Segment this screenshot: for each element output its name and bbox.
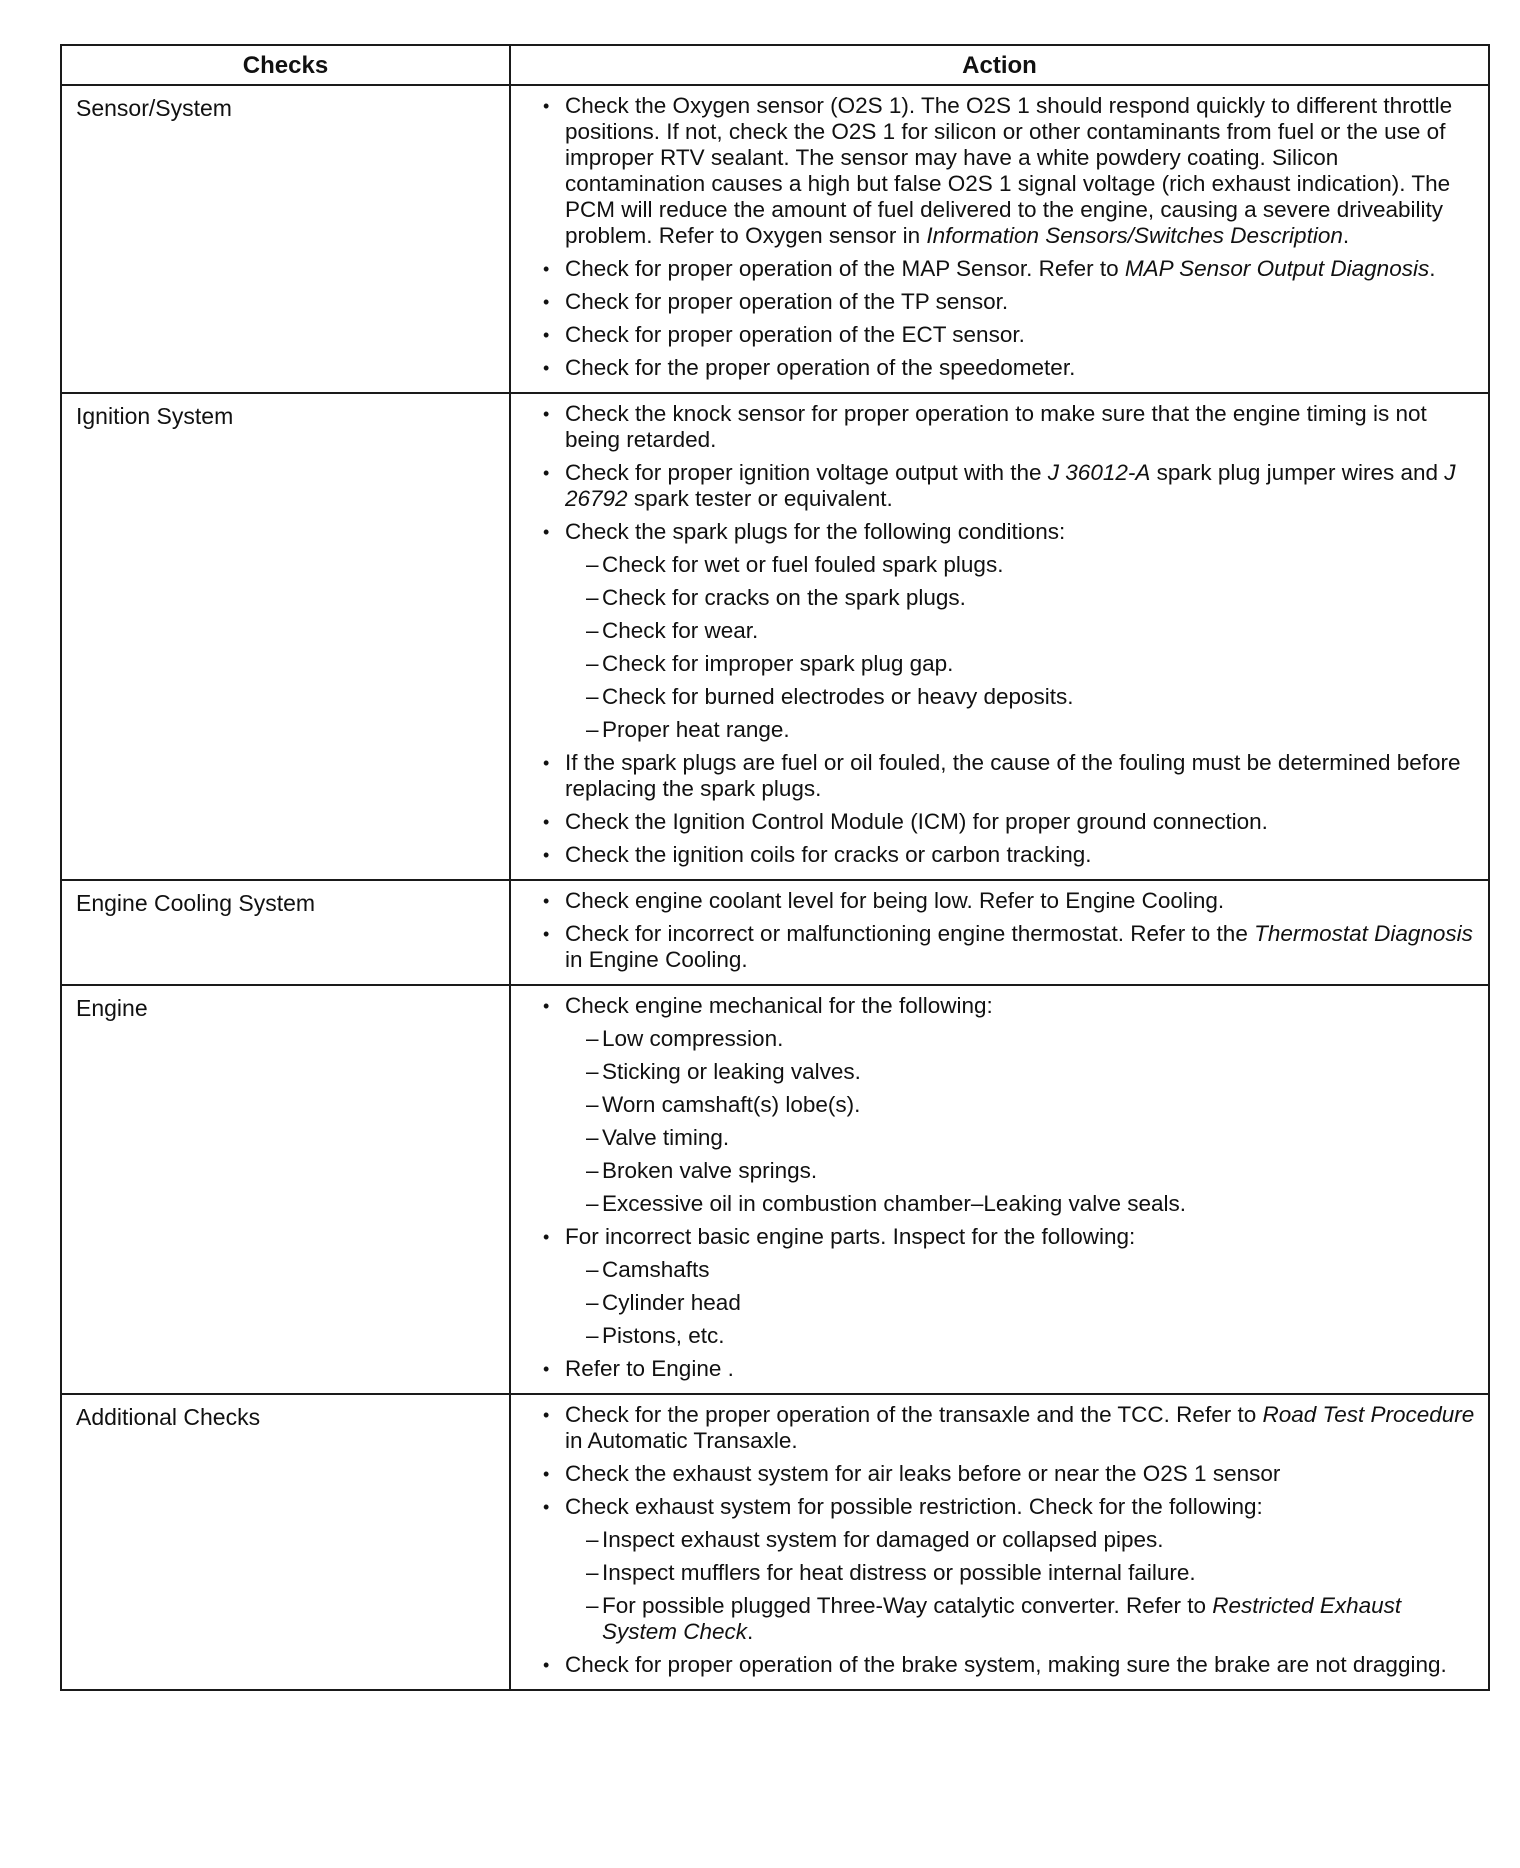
sub-list <box>565 1527 1478 1645</box>
sub-item: – Valve timing. <box>565 1125 1478 1151</box>
table-body <box>61 85 1489 1690</box>
action-item <box>541 809 1478 835</box>
action-cell <box>510 393 1489 880</box>
sub-item: – Sticking or leaking valves. <box>565 1059 1478 1085</box>
sub-list <box>565 1026 1478 1217</box>
check-cell: Ignition System <box>61 393 510 880</box>
action-text: Check the ignition coils for cracks or carbon tracking. <box>565 842 1092 867</box>
header-checks: Checks <box>61 45 510 85</box>
check-cell: Additional Checks <box>61 1394 510 1690</box>
action-text: Check for the proper operation of the speedometer. <box>565 355 1076 380</box>
sub-item: – Excessive oil in combustion chamber–Leaking valve seals. <box>565 1191 1478 1217</box>
action-item <box>541 1224 1478 1349</box>
reference-text: Road Test Procedure <box>1262 1402 1475 1427</box>
table-row <box>61 85 1489 393</box>
action-text: Check for incorrect or malfunctioning engine thermostat. Refer to the <box>565 921 1255 946</box>
sub-item: – Cylinder head <box>565 1290 1478 1316</box>
sub-item: – Broken valve springs. <box>565 1158 1478 1184</box>
action-text: Check for proper operation of the MAP Sensor. Refer to <box>565 256 1125 281</box>
action-text: Check the spark plugs for the following conditions: <box>565 519 1066 544</box>
action-text: Check exhaust system for possible restriction. Check for the following: <box>565 1494 1263 1519</box>
action-text: If the spark plugs are fuel or oil fouled, the cause of the fouling must be determined before replacing the spark plugs. <box>565 750 1461 801</box>
action-item <box>541 993 1478 1217</box>
checks-action-table <box>60 44 1490 1691</box>
sub-item: – Proper heat range. <box>565 717 1478 743</box>
action-text: Check for proper operation of the ECT sensor. <box>565 322 1025 347</box>
table-row <box>61 1394 1489 1690</box>
table-row <box>61 393 1489 880</box>
action-text: Check the knock sensor for proper operation to make sure that the engine timing is not being retarded. <box>565 401 1427 452</box>
action-cell <box>510 1394 1489 1690</box>
action-item <box>541 256 1478 282</box>
action-item <box>541 888 1478 914</box>
sub-item: – Check for wear. <box>565 618 1478 644</box>
action-item <box>541 750 1478 802</box>
action-item <box>541 1461 1478 1487</box>
action-list <box>541 93 1478 381</box>
action-text: in Automatic Transaxle. <box>565 1428 798 1453</box>
reference-text: J 26792 <box>565 460 1456 511</box>
action-item <box>541 289 1478 315</box>
action-text: spark tester or equivalent. <box>627 486 893 511</box>
action-item <box>541 460 1478 512</box>
action-list <box>541 888 1478 973</box>
table-row <box>61 985 1489 1394</box>
sub-list <box>565 552 1478 743</box>
action-cell <box>510 880 1489 985</box>
action-item <box>541 921 1478 973</box>
action-text: Check the Ignition Control Module (ICM) for proper ground connection. <box>565 809 1268 834</box>
table-row <box>61 880 1489 985</box>
action-item <box>541 519 1478 743</box>
action-item <box>541 355 1478 381</box>
sub-item: – Worn camshaft(s) lobe(s). <box>565 1092 1478 1118</box>
sub-item: – Check for burned electrodes or heavy deposits. <box>565 684 1478 710</box>
check-cell: Engine <box>61 985 510 1394</box>
action-cell <box>510 985 1489 1394</box>
reference-text: Restricted Exhaust System Check <box>602 1593 1402 1644</box>
sub-list <box>565 1257 1478 1349</box>
action-item <box>541 1494 1478 1645</box>
table-header-row <box>61 45 1489 85</box>
reference-text: MAP Sensor Output Diagnosis <box>1124 256 1430 281</box>
action-text: For incorrect basic engine parts. Inspect for the following: <box>565 1224 1136 1249</box>
action-text: Check engine coolant level for being low. Refer to Engine Cooling. <box>565 888 1225 913</box>
action-item <box>541 842 1478 868</box>
action-item <box>541 1356 1478 1382</box>
sub-item: – Pistons, etc. <box>565 1323 1478 1349</box>
sub-item: – Low compression. <box>565 1026 1478 1052</box>
action-text: in Engine Cooling. <box>565 947 748 972</box>
action-item <box>541 93 1478 249</box>
action-cell <box>510 85 1489 393</box>
sub-item: – Inspect exhaust system for damaged or collapsed pipes. <box>565 1527 1478 1553</box>
sub-item: – Check for improper spark plug gap. <box>565 651 1478 677</box>
action-text: Check for proper ignition voltage output with the <box>565 460 1048 485</box>
action-text: Check engine mechanical for the following: <box>565 993 993 1018</box>
action-text: Check for proper operation of the brake system, making sure the brake are not dragging. <box>565 1652 1447 1677</box>
action-text: . <box>1342 223 1350 248</box>
action-item <box>541 1402 1478 1454</box>
sub-item: – Check for wet or fuel fouled spark plugs. <box>565 552 1478 578</box>
action-text: Check for proper operation of the TP sensor. <box>565 289 1009 314</box>
reference-text: Thermostat Diagnosis <box>1254 921 1473 946</box>
action-list <box>541 993 1478 1382</box>
action-item <box>541 401 1478 453</box>
action-item <box>541 1652 1478 1678</box>
action-item <box>541 322 1478 348</box>
action-text: Check for the proper operation of the transaxle and the TCC. Refer to <box>565 1402 1263 1427</box>
header-action: Action <box>510 45 1489 85</box>
action-list <box>541 1402 1478 1678</box>
reference-text: J 36012-A <box>1047 460 1151 485</box>
action-text: Check the exhaust system for air leaks before or near the O2S 1 sensor <box>565 1461 1281 1486</box>
action-text: spark plug jumper wires and <box>1150 460 1445 485</box>
sub-item: – Inspect mufflers for heat distress or possible internal failure. <box>565 1560 1478 1586</box>
sub-item: – Camshafts <box>565 1257 1478 1283</box>
action-list <box>541 401 1478 868</box>
check-cell: Engine Cooling System <box>61 880 510 985</box>
reference-text: Information Sensors/Switches Description <box>926 223 1343 248</box>
action-text: Refer to Engine . <box>565 1356 734 1381</box>
sub-item: – Check for cracks on the spark plugs. <box>565 585 1478 611</box>
check-cell: Sensor/System <box>61 85 510 393</box>
action-text: . <box>1429 256 1436 281</box>
action-text: Check the Oxygen sensor (O2S 1). The O2S 1 should respond quickly to different throttle positions. If not, check the O2S 1 for silicon or other contaminants from fuel or the use of improper RTV sealant. The sensor may have a white powdery coating. Silicon contamination causes a high but false O2S 1 signal voltage (rich exhaust indication). The PCM will reduce the amount of fuel delivered to the engine, causing a severe driveability problem. Refer to Oxygen sensor in <box>565 93 1453 248</box>
sub-item: – For possible plugged Three-Way catalytic converter. Refer to Restricted Exhaust System Check. <box>565 1593 1478 1645</box>
